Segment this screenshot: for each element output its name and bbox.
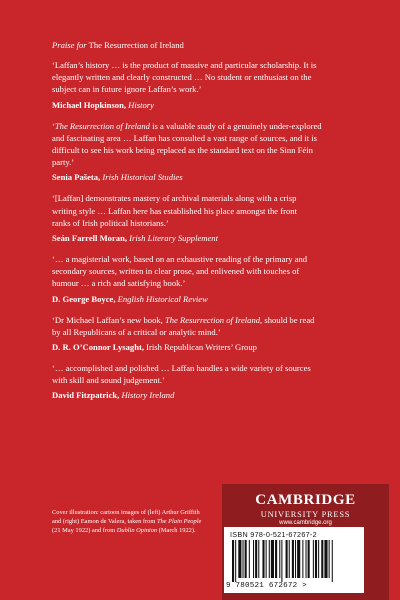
reviewer-name: Senia Pašeta,: [52, 172, 101, 183]
review-5: [52, 314, 364, 353]
review-quote-line: elegantly written and clearly constructed … No student or enthusiast on the: [52, 72, 312, 83]
review-2: [52, 120, 364, 184]
praise-section: [52, 40, 364, 410]
review-quote-line: with skill and sound judgement.’: [52, 375, 165, 386]
review-source: English Historical Review: [115, 293, 208, 304]
barcode-bar: [245, 540, 247, 578]
barcode-bar: [324, 540, 327, 578]
review-quote-line: secondary sources, written in clear prose, and enlivened with touches of: [52, 266, 300, 277]
review-attribution: [52, 232, 364, 244]
review-attribution: [52, 171, 364, 183]
review-source: Irish Historical Studies: [100, 172, 183, 183]
review-quote-line: ‘… a magisterial work, based on an exhaustive reading of the primary and: [52, 254, 308, 265]
barcode-bar: [249, 540, 250, 578]
review-attribution: [52, 293, 364, 305]
review-list: [52, 59, 364, 401]
barcode-bar: [308, 540, 310, 578]
review-source: Irish Literary Supplement: [127, 233, 218, 244]
review-source: Irish Republican Writers’ Group: [144, 342, 257, 353]
barcode-box: [224, 527, 364, 593]
isbn-number: ISBN 978-0-521-67267-2: [230, 530, 317, 539]
barcode-bar: [295, 540, 296, 578]
review-3: [52, 192, 364, 244]
barcode-bar: [286, 540, 288, 578]
cover-illustration-note: Cover illustration: cartoon images of (left) Arthur Griffith and (right) Eamon de Valera, taken from The Plain People (21 May 1922) and from Dublin Opinion (March 1922).: [52, 509, 202, 535]
review-quote-line: and fascinating area … Laffan has consulted a vast range of sources, and it is: [52, 132, 317, 143]
barcode-bar: [329, 540, 330, 578]
review-attribution: [52, 341, 364, 353]
reviewer-name: Michael Hopkinson,: [52, 99, 127, 110]
barcode-bar: [238, 540, 241, 578]
publisher-press: UNIVERSITY PRESS: [260, 510, 351, 519]
review-4: [52, 253, 364, 305]
reviewer-name: D. George Boyce,: [52, 293, 116, 304]
barcode-bar: [269, 540, 270, 578]
barcode-bar: [289, 540, 290, 578]
review-quote-line: ranks of Irish political historians.’: [52, 217, 169, 228]
barcode-bar: [232, 540, 234, 582]
barcode-bar: [262, 540, 264, 578]
barcode-bar: [297, 540, 300, 578]
barcode-bar: [255, 540, 257, 578]
barcode-bar: [306, 540, 307, 578]
barcode-bar: [275, 540, 277, 578]
barcode-bar: [235, 540, 236, 582]
review-quote-line: humour … a rich and satisfying book.’: [52, 278, 186, 289]
barcode-bar: [279, 540, 280, 578]
review-1: [52, 59, 364, 111]
review-quote-line: writing style … Laffan here has established his place amongst the front: [52, 205, 297, 216]
barcode-bar: [313, 540, 314, 578]
review-quote-line: difficult to see his work being replaced as the standard text on the Sinn Féin: [52, 145, 313, 156]
barcode-bar: [321, 540, 323, 578]
review-quote-line: ‘… accomplished and polished … Laffan handles a wide variety of sources: [52, 363, 311, 374]
barcode-bar: [271, 540, 274, 578]
praise-prefix: Praise for: [52, 40, 87, 50]
barcode-bar: [318, 540, 319, 578]
barcode-bar: [243, 540, 244, 578]
praise-heading: [52, 40, 364, 50]
barcode-digits: 9 780521 672672 >: [226, 582, 307, 590]
review-source: History: [126, 99, 154, 110]
review-attribution: [52, 99, 364, 111]
barcode-icon: [230, 540, 358, 582]
publisher-website: www.cambridge.org: [279, 520, 332, 526]
barcode-bar: [258, 540, 259, 578]
review-quote-line: ‘[Laffan] demonstrates mastery of archival materials along with a crisp: [52, 193, 297, 204]
barcode-bar: [292, 540, 294, 578]
barcode-bar: [302, 540, 303, 578]
reviewer-name: David Fitzpatrick,: [52, 390, 120, 401]
review-quote-line: subject can in future ignore Laffan’s work.’: [52, 84, 202, 95]
review-quote-line: ‘The Resurrection of Ireland is a valuable study of a genuinely under-explored: [52, 120, 322, 131]
review-quote-line: ‘Laffan’s history … is the product of massive and particular scholarship. It is: [52, 60, 317, 70]
barcode-bar: [332, 540, 333, 582]
reviewer-name: Seán Farrell Moran,: [52, 233, 128, 244]
review-source: History Ireland: [119, 390, 175, 401]
review-quote-line: by all Republicans of a critical or analytic mind.’: [52, 326, 221, 337]
review-attribution: [52, 389, 364, 401]
barcode-bar: [253, 540, 254, 578]
barcode-bar: [281, 540, 282, 582]
review-6: [52, 362, 364, 401]
publisher-logo: CAMBRIDGE: [255, 492, 356, 508]
barcode-bar: [315, 540, 317, 578]
barcode-bar: [266, 540, 267, 578]
reviewer-name: D. R. O’Connor Lysaght,: [52, 342, 145, 353]
review-quote-line: party.’: [52, 157, 75, 168]
review-quote-line: ‘Dr Michael Laffan’s new book, The Resurrection of Ireland, should be read: [52, 314, 315, 325]
praise-book-title: The Resurrection of Ireland: [88, 40, 184, 50]
